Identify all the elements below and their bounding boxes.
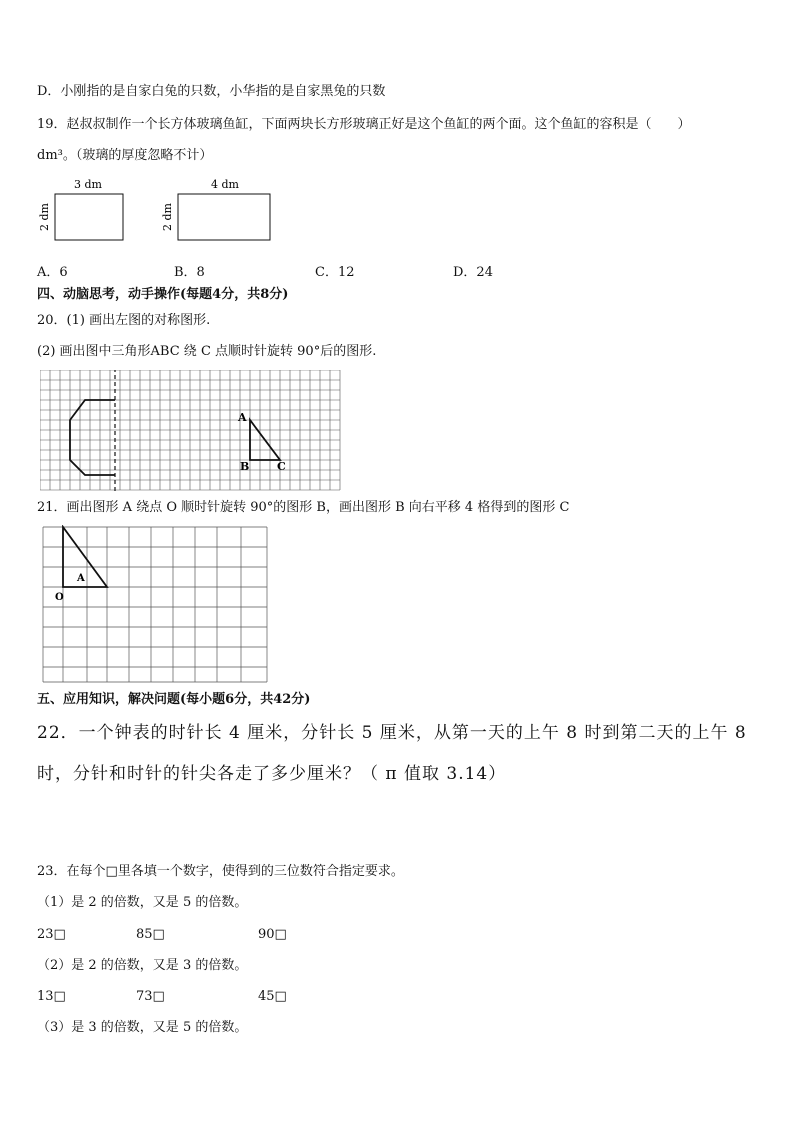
q19-line2: dm³。（玻璃的厚度忽略不计） xyxy=(37,148,213,163)
q23-p1-item1: 23□ xyxy=(37,927,66,942)
q19-option-d: D．24 xyxy=(453,265,493,280)
q19-line1: 19．赵叔叔制作一个长方体玻璃鱼缸，下面两块长方形玻璃正好是这个鱼缸的两个面。这个鱼缸的容积是（ ） xyxy=(37,117,691,132)
q22-line2: 时，分针和时针的针尖各走了多少厘米？（ π 值取 3.14） xyxy=(37,764,507,784)
rect2-side-label: 2 dm xyxy=(161,203,174,231)
label-o: O xyxy=(55,592,64,603)
q21-grid-lines xyxy=(43,527,267,682)
q23-p1-item3: 90□ xyxy=(258,927,287,942)
q23-intro: 23．在每个□里各填一个数字，使得到的三位数符合指定要求。 xyxy=(37,864,404,879)
section4-title: 四、动脑思考，动手操作(每题4分，共8分) xyxy=(37,287,289,302)
q23-p1-item2: 85□ xyxy=(136,927,165,942)
q23-p2-item3: 45□ xyxy=(258,989,287,1004)
q23-part1: （1）是 2 的倍数，又是 5 的倍数。 xyxy=(37,895,248,910)
shape-a xyxy=(63,527,107,587)
q19-option-c: C．12 xyxy=(315,265,355,280)
q19-option-b: B．8 xyxy=(174,265,205,280)
left-half-shape xyxy=(70,400,115,475)
rect1-side-label: 2 dm xyxy=(38,203,51,231)
section5-title: 五、应用知识，解决问题(每小题6分，共42分) xyxy=(37,692,311,707)
q20-grid-lines xyxy=(40,370,340,490)
q21-grid-figure xyxy=(40,525,270,685)
rect2-top-label: 4 dm xyxy=(211,178,239,191)
rect1 xyxy=(55,194,123,240)
q21-line1: 21．画出图形 A 绕点 O 顺时针旋转 90°的图形 B，画出图形 B 向右平移 4 格得到的图形 C xyxy=(37,500,570,515)
label-a: A xyxy=(77,573,85,584)
label-a: A xyxy=(238,411,247,424)
q20-grid-figure xyxy=(40,370,341,492)
q23-p2-item1: 13□ xyxy=(37,989,66,1004)
q18-option-d: D．小刚指的是自家白兔的只数，小华指的是自家黑兔的只数 xyxy=(37,84,386,99)
q23-part2: （2）是 2 的倍数，又是 3 的倍数。 xyxy=(37,958,248,973)
q19-figure xyxy=(30,175,290,245)
rect2 xyxy=(178,194,270,240)
label-c: C xyxy=(277,460,286,473)
q23-p2-item2: 73□ xyxy=(136,989,165,1004)
q20-line2: (2) 画出图中三角形ABC 绕 C 点顺时针旋转 90°后的图形. xyxy=(37,344,377,359)
label-b: B xyxy=(240,460,250,473)
rect1-top-label: 3 dm xyxy=(74,178,102,191)
q22-line1: 22．一个钟表的时针长 4 厘米，分针长 5 厘米，从第一天的上午 8 时到第二天的上午 8 xyxy=(37,723,747,743)
q23-part3: （3）是 3 的倍数，又是 5 的倍数。 xyxy=(37,1020,248,1035)
q19-option-a: A．6 xyxy=(37,265,68,280)
q20-line1: 20．(1) 画出左图的对称图形. xyxy=(37,313,211,328)
